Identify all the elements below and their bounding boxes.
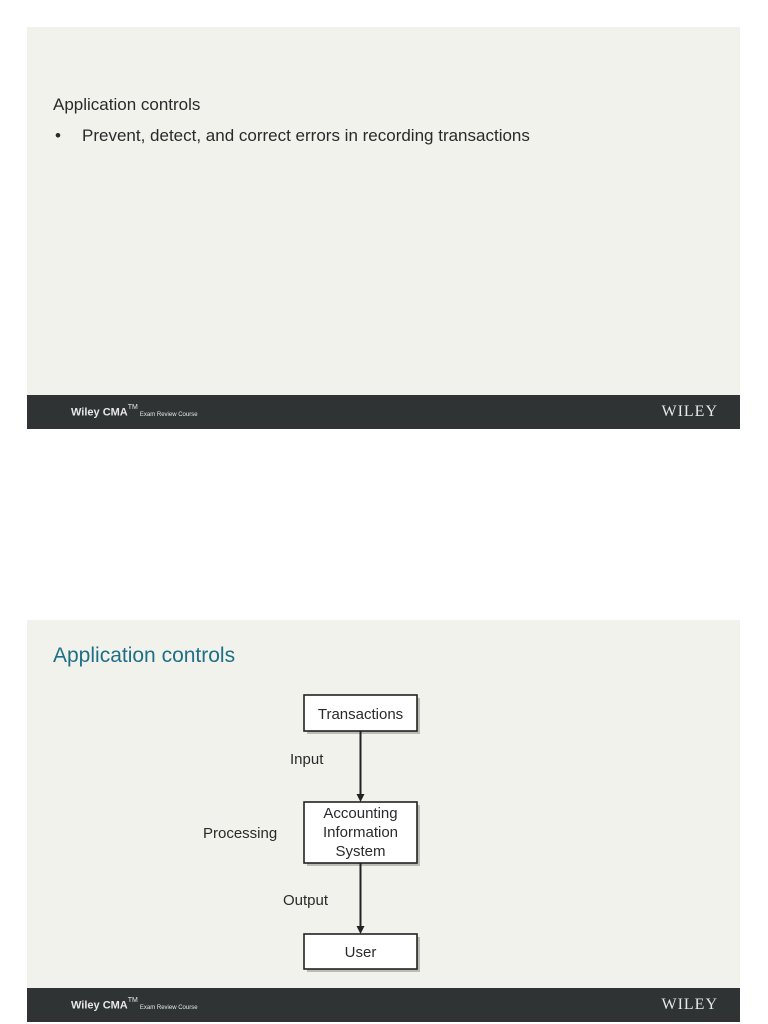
wiley-logo: WILEY: [661, 403, 718, 420]
footer-brand: [71, 999, 198, 1012]
slide-1-bullet-text: Prevent, detect, and correct errors in recording transactions: [82, 126, 530, 145]
input-label: Input: [290, 751, 324, 768]
slide-1-bullet: [55, 126, 530, 146]
footer-brand-name: Wiley CMA: [71, 999, 128, 1012]
flow-diagram: [27, 620, 740, 1022]
user-label: User: [344, 944, 377, 961]
footer-trademark: TM: [127, 404, 138, 411]
footer-trademark: TM: [127, 997, 138, 1004]
ais-label-line-2: Information: [322, 824, 399, 841]
slide-1-footer: [27, 395, 740, 429]
slide-1: [27, 27, 740, 429]
ais-label-line-3: System: [335, 843, 386, 860]
bullet-icon: •: [55, 126, 61, 145]
processing-label: Processing: [203, 825, 278, 842]
output-arrow-icon: [357, 926, 365, 934]
ais-label-line-1: Accounting: [323, 805, 398, 822]
slide-2: [27, 620, 740, 1022]
footer-course: Exam Review Course: [139, 411, 198, 418]
output-label: Output: [283, 892, 329, 909]
input-arrow-icon: [357, 794, 365, 802]
transactions-label: Transactions: [317, 706, 404, 723]
footer-brand: [71, 406, 198, 419]
slide-2-footer: [27, 988, 740, 1022]
footer-course: Exam Review Course: [139, 1004, 198, 1011]
wiley-logo: WILEY: [661, 996, 718, 1013]
slide-2-title: Application controls: [53, 644, 236, 667]
slide-1-title: Application controls: [53, 95, 201, 114]
footer-brand-name: Wiley CMA: [71, 406, 128, 419]
